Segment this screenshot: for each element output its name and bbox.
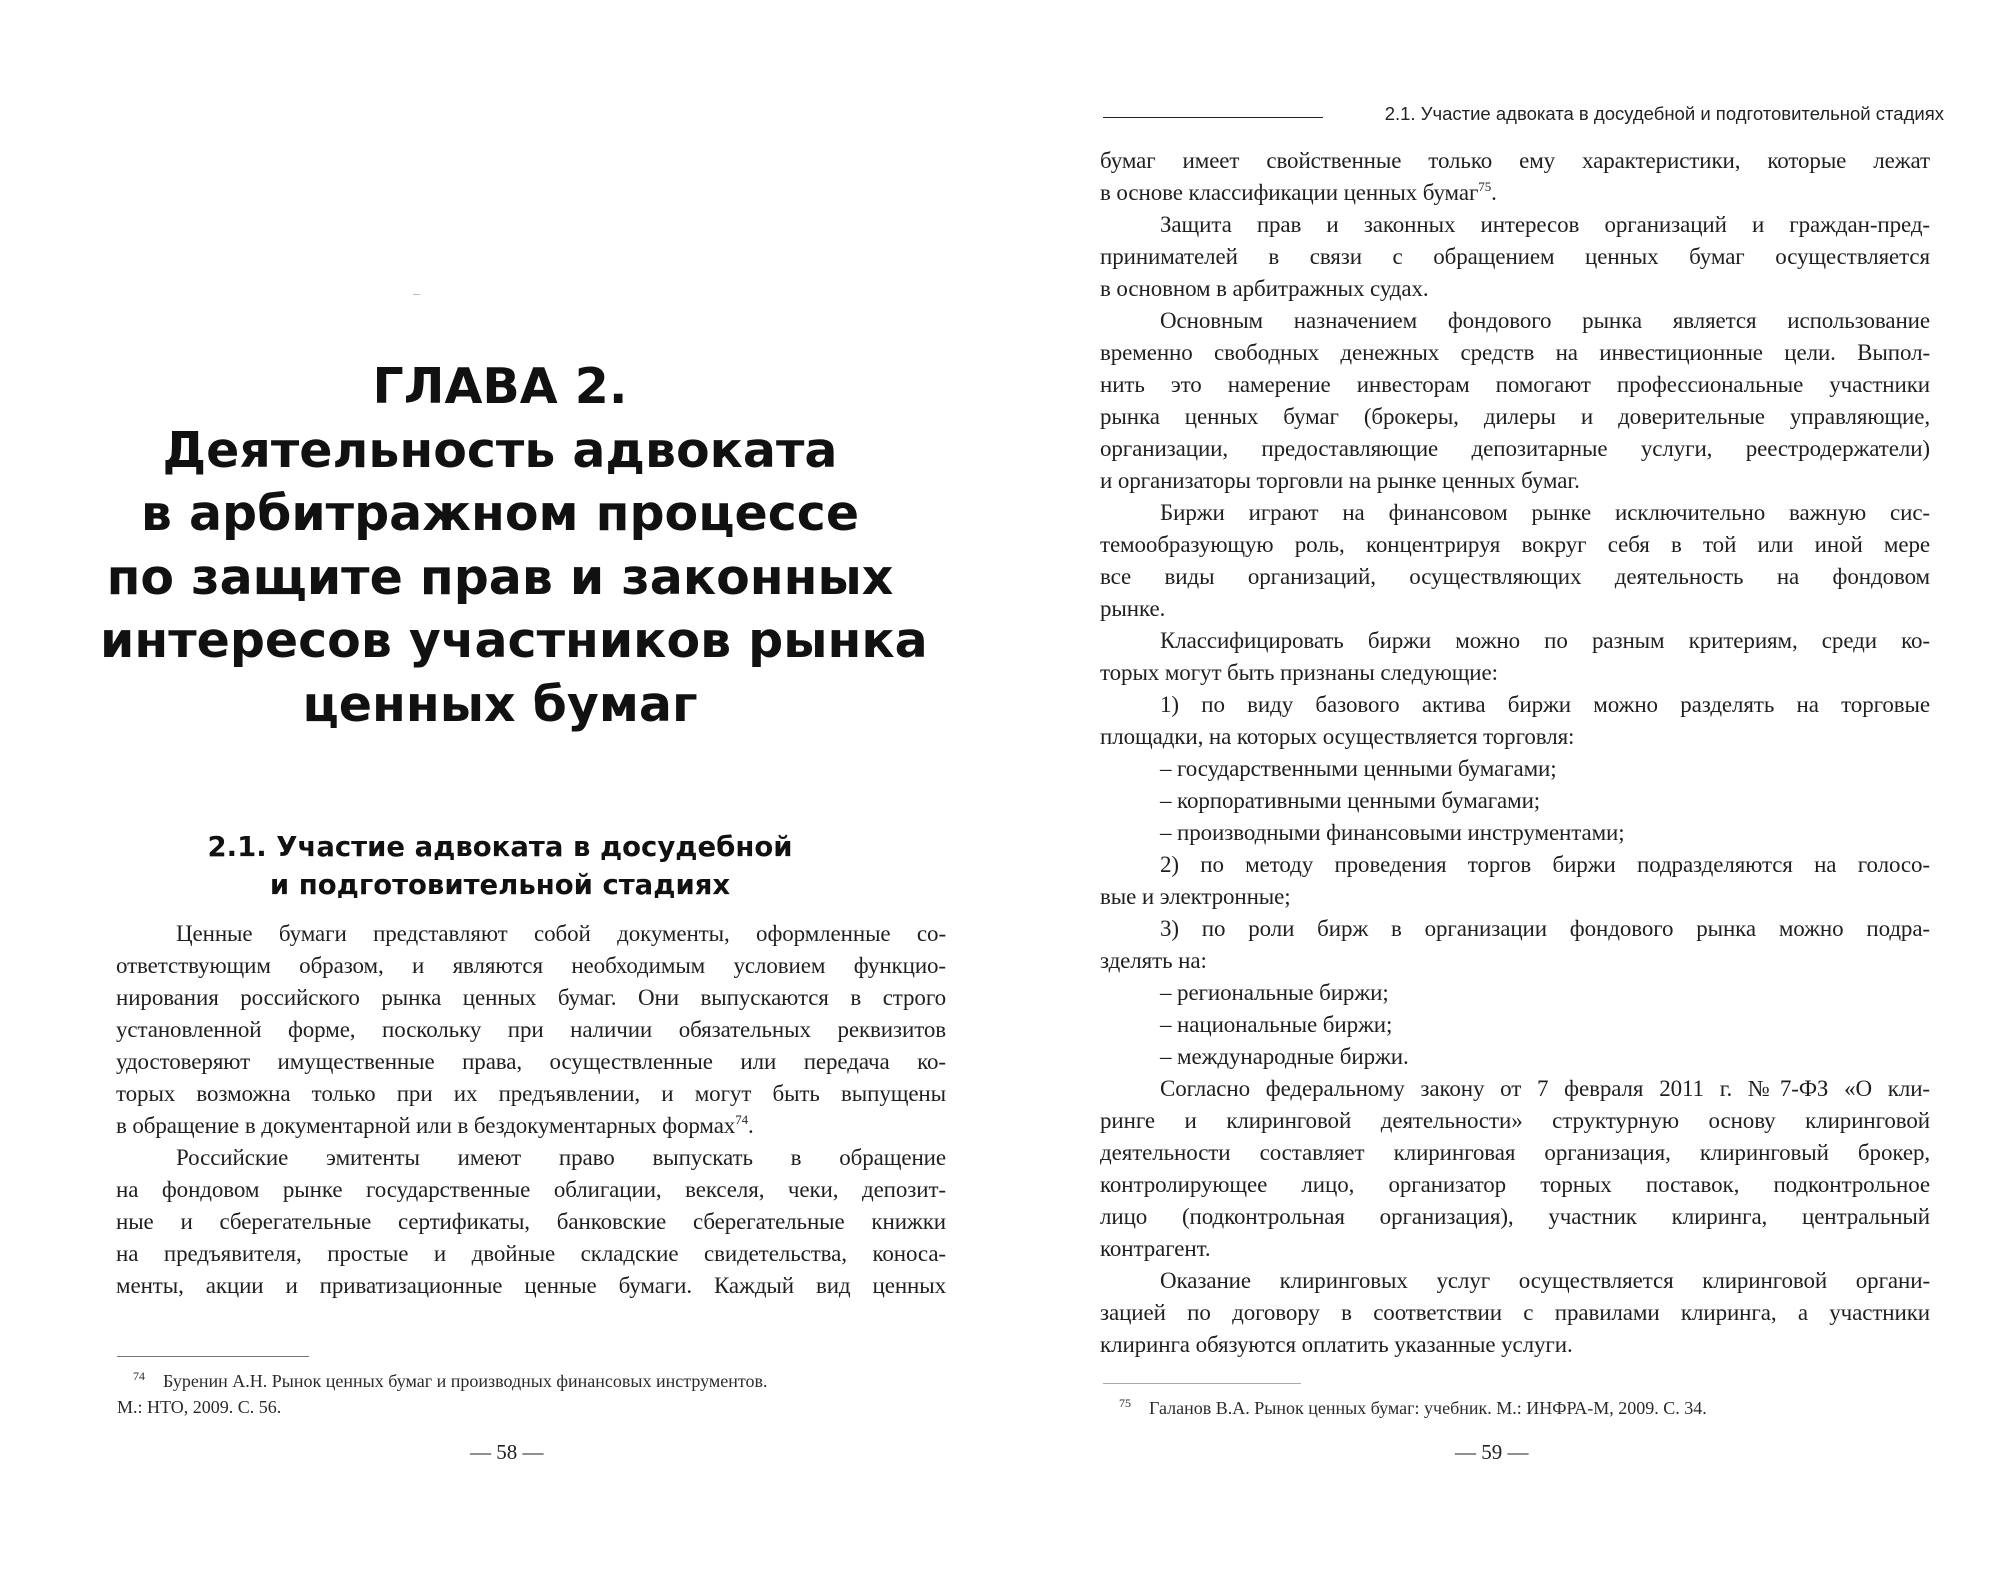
footnote-divider: [117, 1356, 309, 1357]
text-line: 2) по методу проведения торгов биржи подразделяются на голосо-: [1160, 852, 1930, 877]
list-item: – производными финансовыми инструментами;: [1160, 820, 1625, 845]
chapter-title-line: ГЛАВА 2.: [372, 358, 628, 415]
text-line: Согласно федеральному закону от 7 февраля 2011 г. №7-ФЗ «О кли-: [1160, 1076, 1930, 1101]
footnote-ref: 75: [1478, 179, 1492, 194]
text-line: лицо (подконтрольная организация), участник клиринга, центральный: [1100, 1204, 1930, 1229]
text-line: контролирующее лицо, организатор торных поставок, подконтрольное: [1100, 1172, 1930, 1197]
section-title-line: 2.1. Участие адвоката в досудебной: [207, 831, 793, 863]
text-line: рынке.: [1100, 596, 1166, 621]
page-number: — 59 —: [1455, 1440, 1529, 1464]
list-item: – региональные биржи;: [1160, 980, 1389, 1005]
text-line: организации, предоставляющие депозитарные услуги, реестродержатели): [1100, 436, 1930, 461]
section-title-line: и подготовительной стадиях: [269, 869, 731, 901]
text-line: торых возможна только при их предъявлении, и могут быть выпущены: [116, 1081, 946, 1106]
text-line: контрагент.: [1100, 1236, 1211, 1261]
chapter-title-line: по защите прав и законных: [106, 548, 894, 606]
section-title: [150, 828, 850, 904]
text-line: 3) по роли бирж в организации фондового рынка можно подра-: [1160, 916, 1930, 941]
text-line: все виды организаций, осуществляющих деятельность на фондовом: [1100, 564, 1930, 589]
footnote-text: Буренин А.Н. Рынок ценных бумаг и производных финансовых инструментов.: [163, 1371, 768, 1391]
text-line: Ценные бумаги представляют собой документы, оформленные со-: [176, 921, 946, 946]
text-line-with-footnote: в основе классификации ценных бумаг$^{75}$.: [1100, 179, 1497, 205]
text-line: торых могут быть признаны следующие:: [1100, 660, 1498, 685]
left-body-text: [116, 918, 946, 1302]
list-item: – международные биржи.: [1160, 1044, 1409, 1069]
text-line: зделять на:: [1100, 948, 1207, 973]
text-line: принимателей в связи с обращением ценных бумаг осуществляется: [1100, 244, 1930, 269]
text-line: темообразующую роль, концентрируя вокруг себя в той или иной мере: [1100, 532, 1930, 557]
text-line: деятельности составляет клиринговая организация, клиринговый брокер,: [1100, 1140, 1930, 1165]
running-head-text: 2.1. Участие адвоката в досудебной и подготовительной стадиях: [1384, 103, 1944, 124]
text-line: нить это намерение инвесторам помогают профессиональные участники: [1100, 372, 1930, 397]
text-line: площадки, на которых осуществляется торговля:: [1100, 724, 1575, 749]
right-page: [1000, 0, 2000, 1571]
text-line: Классифицировать биржи можно по разным критериям, среди ко-: [1160, 628, 1930, 653]
list-item: – национальные биржи;: [1160, 1012, 1393, 1037]
page-number: — 58 —: [470, 1440, 544, 1464]
text-line: в обращение в документарной или в бездокументарных формах: [116, 1113, 736, 1138]
text-line: нирования российского рынка ценных бумаг. Они выпускаются в строго: [116, 985, 946, 1010]
text-line: на фондовом рынке государственные облигации, векселя, чеки, депозит-: [116, 1177, 946, 1202]
text-line: вые и электронные;: [1100, 884, 1291, 909]
text-line: ответствующим образом, и являются необходимым условием функцио-: [116, 953, 946, 978]
footnote-line: 74 Буренин А.Н. Рынок ценных бумаг и производных финансовых инструментов.: [133, 1369, 768, 1391]
text-line: Биржи играют на финансовом рынке исключительно важную сис-: [1160, 500, 1930, 525]
chapter-title-line: интересов участников рынка: [100, 612, 928, 669]
list-item: – государственными ценными бумагами;: [1160, 756, 1557, 781]
text-line: установленной форме, поскольку при наличии обязательных реквизитов: [116, 1017, 946, 1042]
footnote: [1103, 1395, 1933, 1421]
chapter-title-line: ценных бумаг: [302, 675, 698, 733]
footnote-line: М.: НТО, 2009. С. 56.: [117, 1397, 282, 1417]
chapter-title-line: в арбитражном процессе: [140, 485, 860, 542]
text-line: бумаг имеет свойственные только ему характеристики, которые лежат: [1100, 148, 1930, 173]
footnote: [117, 1368, 947, 1420]
footnote-divider: [1103, 1383, 1301, 1384]
right-body-text: [1100, 145, 1930, 1361]
stray-mark: [413, 294, 420, 295]
text-line: 1) по виду базового актива биржи можно разделять на торговые: [1160, 692, 1930, 717]
text-line: временно свободных денежных средств на инвестиционные цели. Выпол-: [1100, 340, 1930, 365]
text-line: на предъявителя, простые и двойные складские свидетельства, коноса-: [116, 1241, 946, 1266]
text-line-with-footnote: в обращение в документарной или в бездокументарных формах$^{74}$.: [116, 1112, 754, 1138]
text-line: и организаторы торговли на рынке ценных бумаг.: [1100, 468, 1580, 493]
footnote-text: Галанов В.А. Рынок ценных бумаг: учебник. М.: ИНФРА-М, 2009. С. 34.: [1149, 1398, 1707, 1418]
text-line: клиринга обязуются оплатить указанные услуги.: [1100, 1332, 1573, 1357]
text-line: зацией по договору в соответствии с правилами клиринга, а участники: [1100, 1300, 1930, 1325]
text-line: Защита прав и законных интересов организаций и граждан-пред-: [1160, 212, 1930, 237]
text-line: менты, акции и приватизационные ценные бумаги. Каждый вид ценных: [116, 1273, 946, 1298]
text-line: рынка ценных бумаг (брокеры, дилеры и доверительные управляющие,: [1100, 404, 1930, 429]
text-line: Основным назначением фондового рынка является использование: [1160, 308, 1930, 333]
text-line: в основе классификации ценных бумаг: [1100, 180, 1479, 205]
text-line: ринге и клиринговой деятельности» структурную основу клиринговой: [1100, 1108, 1930, 1133]
running-head: [1103, 101, 1944, 127]
list-item: – корпоративными ценными бумагами;: [1160, 788, 1541, 813]
text-line: ные и сберегательные сертификаты, банковские сберегательные книжки: [116, 1209, 946, 1234]
chapter-title-line: Деятельность адвоката: [162, 421, 838, 479]
chapter-title: [100, 355, 928, 736]
text-line: Российские эмитенты имеют право выпускать в обращение: [176, 1145, 946, 1170]
text-line: удостоверяют имущественные права, осуществленные или передача ко-: [116, 1049, 946, 1074]
running-head-rule: [1103, 117, 1323, 118]
footnote-line: 75 Галанов В.А. Рынок ценных бумаг: учебник. М.: ИНФРА-М, 2009. С. 34.: [1119, 1396, 1707, 1418]
footnote-ref: 74: [735, 1112, 749, 1127]
text-line: Оказание клиринговых услуг осуществляется клиринговой органи-: [1160, 1268, 1930, 1293]
text-line: в основном в арбитражных судах.: [1100, 276, 1429, 301]
